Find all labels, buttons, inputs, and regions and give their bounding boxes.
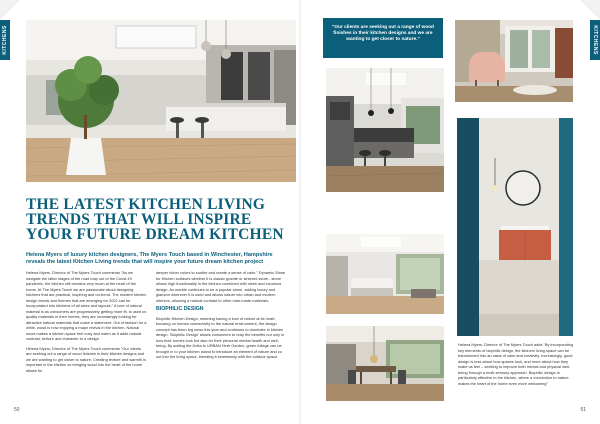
standfirst: Helena Myers of luxury kitchen designers, The Myers Touch based in Winchester, Hampshire reveals the latest Kitchen Living trends that will inspire your future dream kitchen project xyxy=(26,252,273,266)
page-corner xyxy=(580,0,600,20)
page-corner xyxy=(0,0,20,20)
article-headline xyxy=(26,197,288,242)
lounge-armchair-photo xyxy=(455,20,573,102)
dining-area-photo xyxy=(326,326,444,401)
open-plan-living-photo xyxy=(326,234,444,314)
body-column-1 xyxy=(26,270,147,377)
headline-line: THE LATEST KITCHEN LIVING xyxy=(26,196,266,213)
kitchen-island-photo xyxy=(326,68,444,192)
pull-quote: "Our clients are seeking out a range of wood finishes in their kitchen designs and we are wanting to get closer to nature." xyxy=(323,18,443,58)
body-paragraph: Helena Myers, Director of The Myers Touch comments "Our clients are seeking out a range of wood finishes in their kitchen designs and we are wanting to get closer to nature. Creating texture and warmth is important in the kitchen so bringing wood into the heart of the home allows for xyxy=(26,345,147,373)
subheading: BIOPHILIC DESIGN xyxy=(156,306,204,312)
section-tab xyxy=(590,20,600,60)
page-number: 50 xyxy=(14,407,20,413)
body-column-2 xyxy=(156,270,286,364)
body-paragraph: deeper richer colors to soothe and create a sense of calm." Dynamic Stone for Kitchen surfaces whether it is classic granite or sintered stone - stone allows high functionality in the kitchen combined with sleek and luxurious design. As marble continues to be a popular stone, adding luxury and glamour wherever it is used and allows nature into urban and modern interiors, allowing a natural contrast to other man-made materials. xyxy=(156,270,286,303)
bathroom-vanity-photo xyxy=(457,118,573,336)
page-number: 51 xyxy=(580,407,586,413)
headline-line: TRENDS THAT WILL INSPIRE xyxy=(26,211,252,228)
photo-caption: Helena Myers, Director of The Myers Touch adds "By incorporating key elements of biophilic design, the kitchen/ living space can be transformed into an oasis of calm and creativity. Increasingly, good design is less about how spaces look, and more about how they make us feel – seeking to improve both mental and physical well-being through a multi-sensory approach. Biophilic design is particularly effective in the kitchen, where a connection to nature makes the heart of the home even more welcoming" xyxy=(458,342,573,386)
spine-gutter xyxy=(299,0,301,424)
section-label: KITCHENS xyxy=(592,25,598,55)
body-paragraph: Biophilic Kitchen Design, meaning having a love of nature at its heart, focusing on human connectivity to the natural environment, the design concept has been big news this year and continues to dominate in kitchen design. 'Biophilic Design' allows consumers to reap the benefits not only in how their homes look but also for their personal mental health and well-being. By adding the Delta to URBAN Herb Garden, green foliage can be brought in to your kitchen island to introduce an element of nature and co out into the living space, blending it seamlessly with the outdoor space. xyxy=(156,315,285,359)
section-label: KITCHENS xyxy=(2,25,8,55)
hero-kitchen-photo xyxy=(26,20,296,182)
headline-line: YOUR FUTURE DREAM KITCHEN xyxy=(26,226,284,243)
body-paragraph: Helena Myers, Director of The Myers Touch comments "As we navigate the latter stages of the road map out of the Covid-19 pandemic, the kitchen still remains very much at the heart of the home. At The Myers Touch we are passionate about designing kitchens that are practical, inspiring and on-trend. The modern kitchen design trends and themes that are emerging for 2022 can be incorporated into kitchens of all sizes and layouts." A love of natural material is as consumers are progressively getting more fit, is used on quality materials in their homes, they are increasingly looking for attractive natural materials that make a statement. Out of fashion for a while, wood is now enjoying a major revival in the kitchen. Natural wood makes a kitchen space feel cosy and warm as it adds natural contrast, texture and character to a design. xyxy=(26,270,147,341)
section-tab xyxy=(0,20,10,60)
